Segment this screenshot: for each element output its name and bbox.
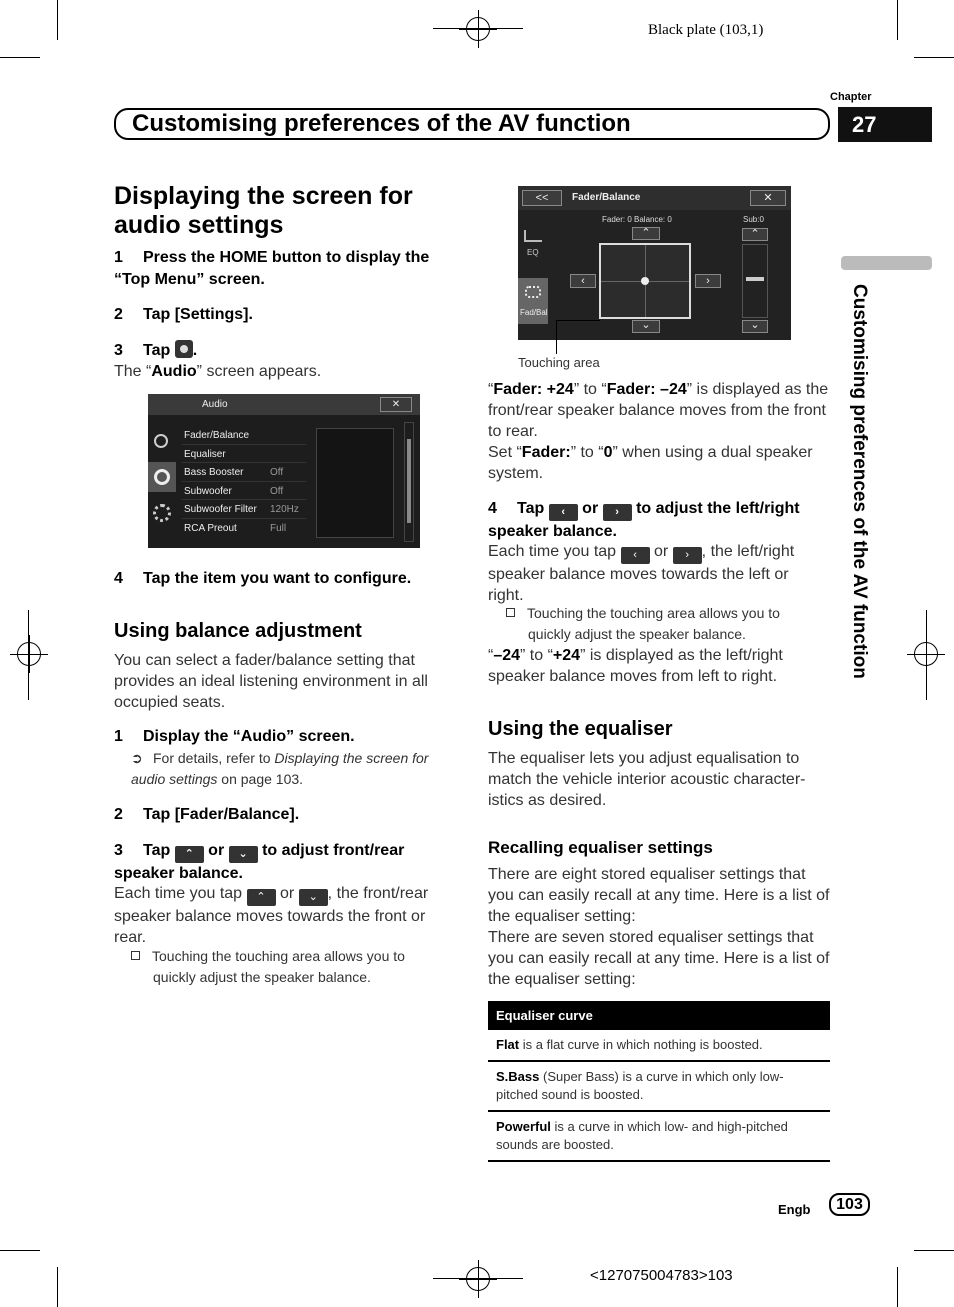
balance-step-1-note <box>131 748 456 790</box>
close-icon: ✕ <box>380 397 412 412</box>
curve-desc: is a curve in which low- and high-pitched sounds are boosted. <box>496 1119 788 1152</box>
crop-mark <box>926 610 927 700</box>
crop-mark <box>57 1267 58 1307</box>
fad-bal-tab-label: Fad/Bal <box>520 308 548 317</box>
text-run: ” when using a dual speaker system. <box>488 444 813 482</box>
text-run: “ <box>488 647 494 664</box>
back-button[interactable]: << <box>522 190 562 206</box>
note-text: Touching the touching area allows you to quickly adjust the speaker balance. <box>152 948 405 985</box>
balance-step-2 <box>114 804 299 826</box>
menu-item-value: Full <box>270 522 287 534</box>
audio-screen-title: Audio <box>202 399 228 410</box>
text-run-bold: 0 <box>603 444 613 461</box>
step-number: 1 <box>114 728 123 745</box>
up-arrow-icon: ⌃ <box>247 889 276 906</box>
step-text: Tap [Fader/Balance]. <box>143 806 300 823</box>
menu-item-label: Subwoofer Filter <box>184 504 257 515</box>
menu-item-subwoofer-filter[interactable] <box>182 500 306 519</box>
text-run: Tap <box>517 500 545 517</box>
chapter-number: 27 <box>838 107 932 142</box>
text-run-bold: Audio <box>151 363 197 380</box>
step-end: . <box>192 342 198 359</box>
audio-scrollbar[interactable] <box>404 422 414 542</box>
crop-mark <box>0 1250 40 1251</box>
table-header: Equaliser curve <box>488 1001 830 1030</box>
page-number: 103 <box>829 1193 870 1216</box>
close-button[interactable]: ✕ <box>750 190 786 206</box>
sub-up-button[interactable]: ⌃ <box>742 228 768 241</box>
menu-item-fader-balance[interactable] <box>182 426 306 445</box>
crop-mark <box>897 0 898 40</box>
text-run: ” to “ <box>573 381 607 398</box>
step-text: Press the HOME button to display the “Top Menu” screen. <box>114 249 430 288</box>
balance-step-1 <box>114 726 355 748</box>
registration-mark <box>466 1267 490 1291</box>
text-run: or <box>208 842 225 859</box>
crop-mark <box>914 57 954 58</box>
audio-screen-titlebar <box>148 394 420 415</box>
text-run: on page 103. <box>217 771 304 787</box>
left-arrow-icon: ‹ <box>621 547 650 564</box>
fader-screen-image <box>518 186 791 340</box>
side-tab-bar <box>841 256 932 270</box>
text-run: , the front/rear speaker balance moves towards the front or rear. <box>114 885 429 946</box>
step-text: Display the “Audio” screen. <box>143 728 355 745</box>
side-tab-title: Customising preferences of the AV function <box>849 284 870 679</box>
audio-step-4 <box>114 568 411 590</box>
curve-name: Flat <box>496 1037 520 1052</box>
sub-readout: Sub:0 <box>743 215 764 224</box>
table-cell <box>488 1030 830 1061</box>
crop-mark <box>28 610 29 700</box>
callout-line <box>556 320 557 354</box>
chapter-title-bar <box>114 108 830 140</box>
sub-level-slider[interactable] <box>742 244 768 318</box>
recall-para-2: There are seven stored equaliser settings that you can easily recall at any time. Here is a list of the equaliser setting: <box>488 929 830 988</box>
menu-item-label: RCA Preout <box>184 522 237 534</box>
crop-mark <box>0 57 40 58</box>
fader-up-button[interactable]: ⌃ <box>632 227 660 240</box>
balance-step-3-note <box>131 946 451 988</box>
text-run: ” to “ <box>570 444 604 461</box>
balance-left-button[interactable]: ‹ <box>570 274 596 288</box>
curve-desc: (Super Bass) is a curve in which only low-pitched sound is boosted. <box>496 1069 784 1102</box>
text-run: ” screen appears. <box>196 363 322 380</box>
callout-line <box>556 320 600 321</box>
text-run: Each time you tap <box>114 885 243 902</box>
audio-screen-image <box>148 394 420 548</box>
table-row <box>488 1061 830 1111</box>
text-run: Each time you tap <box>488 543 617 560</box>
fad-bal-tab[interactable] <box>518 278 548 324</box>
table-row <box>488 1030 830 1061</box>
equaliser-intro: The equaliser lets you adjust equalisation to match the vehicle interior acoustic character-istics as desired. <box>488 750 806 809</box>
audio-section-heading: Displaying the screen for audio settings <box>114 182 413 239</box>
menu-item-label: Subwoofer <box>184 485 232 497</box>
balance-step-4-note <box>506 603 826 645</box>
curve-name: S.Bass <box>496 1069 540 1084</box>
up-arrow-icon: ⌃ <box>175 846 204 863</box>
right-arrow-icon: › <box>673 547 702 564</box>
fader-para-1 <box>488 379 833 442</box>
settings-icon <box>175 340 193 358</box>
table-cell <box>488 1111 830 1161</box>
right-arrow-icon: › <box>603 504 632 521</box>
recall-para-1: There are eight stored equaliser settings that you can easily recall at any time. Here is a list of the equaliser setting: <box>488 866 830 925</box>
eq-tab-label: EQ <box>527 248 539 257</box>
chapter-title: Customising preferences of the AV function <box>132 110 631 137</box>
crop-mark <box>897 1267 898 1307</box>
text-run: or <box>279 885 295 902</box>
curve-desc: is a flat curve in which nothing is boosted. <box>519 1037 763 1052</box>
text-run: or <box>653 543 669 560</box>
fader-screen-title: Fader/Balance <box>572 192 641 203</box>
text-run-bold: –24 <box>493 647 521 664</box>
balance-right-button[interactable]: › <box>695 274 721 288</box>
text-run: ” to “ <box>520 647 553 664</box>
equaliser-curve-table <box>488 1001 830 1162</box>
step-number: 1 <box>114 249 123 266</box>
system-gear-icon <box>153 504 171 522</box>
down-arrow-icon: ⌄ <box>299 889 328 906</box>
text-run: to adjust front/rear speaker balance. <box>114 842 405 882</box>
crop-mark <box>57 0 58 40</box>
balance-intro: You can select a fader/balance setting that provides an ideal listening environment in all occupied seats. <box>114 652 428 711</box>
speaker-icon <box>525 286 541 298</box>
text-run: ” is displayed as the left/right speaker balance moves from left to right. <box>488 647 783 685</box>
menu-item-value: Off <box>270 467 284 478</box>
audio-tab-icon <box>148 462 176 492</box>
step-text: Tap the item you want to configure. <box>143 570 412 587</box>
text-run: Tap <box>143 842 171 859</box>
menu-item-value: 120Hz <box>270 504 299 515</box>
text-run-bold: Fader: +24 <box>493 381 574 398</box>
page-link[interactable]: Displaying the screen for audio settings <box>131 750 429 787</box>
down-arrow-icon: ⌄ <box>229 846 258 863</box>
text-run: or <box>582 500 599 517</box>
registration-mark <box>466 17 490 41</box>
plate-label: Black plate (103,1) <box>648 22 764 38</box>
step-number: 3 <box>114 342 123 359</box>
language-label: Engb <box>778 1202 811 1217</box>
menu-item-label: Bass Booster <box>184 467 244 478</box>
text-run: , the left/right speaker balance moves towards the left or right. <box>488 543 795 604</box>
table-row <box>488 1111 830 1161</box>
arrow-icon: ➲ <box>131 750 143 766</box>
equaliser-section-heading: Using the equaliser <box>488 718 673 740</box>
fader-screen-titlebar <box>518 186 791 210</box>
menu-item-label: Equaliser <box>184 448 226 460</box>
audio-step-3 <box>114 340 197 362</box>
fader-down-button[interactable]: ⌄ <box>632 320 660 333</box>
balance-step-4-body <box>488 541 828 606</box>
balance-position-dot <box>641 277 649 285</box>
bullet-box-icon <box>131 951 140 960</box>
recall-heading: Recalling equaliser settings <box>488 838 713 857</box>
text-run: The “ <box>114 363 152 380</box>
touching-area[interactable] <box>599 243 691 319</box>
step-number: 4 <box>114 570 123 587</box>
step-number: 4 <box>488 500 497 517</box>
menu-item-subwoofer[interactable] <box>182 482 306 501</box>
menu-item-value: Off <box>270 485 284 497</box>
text-run: to adjust the left/right speaker balance. <box>488 500 800 540</box>
sub-down-button[interactable]: ⌄ <box>742 320 768 333</box>
text-run-bold: Fader: <box>521 444 571 461</box>
registration-mark <box>17 642 41 666</box>
left-arrow-icon: ‹ <box>549 504 578 521</box>
fader-para-2 <box>488 442 833 484</box>
text-run-bold: Fader: –24 <box>606 381 687 398</box>
text-run: “ <box>488 381 494 398</box>
audio-step-3-result <box>114 361 321 382</box>
crop-mark <box>914 1250 954 1251</box>
menu-item-equaliser[interactable] <box>182 445 306 464</box>
bluetooth-icon <box>154 434 168 448</box>
curve-name: Powerful <box>496 1119 551 1134</box>
bullet-box-icon <box>506 608 515 617</box>
text-run: Set “ <box>488 444 522 461</box>
text-run-bold: +24 <box>552 647 581 664</box>
menu-item-rca-preout[interactable] <box>182 519 306 538</box>
eq-tab[interactable] <box>518 224 548 264</box>
step-number: 2 <box>114 306 123 323</box>
step-text: Tap [Settings]. <box>143 306 253 323</box>
text-run: ” is displayed as the front/rear speaker balance moves from the front to rear. <box>488 381 829 440</box>
audio-step-2 <box>114 304 253 326</box>
step-number: 2 <box>114 806 123 823</box>
audio-preview-panel <box>316 428 394 538</box>
touching-area-caption: Touching area <box>518 355 600 370</box>
note-text: Touching the touching area allows you to quickly adjust the speaker balance. <box>527 605 780 642</box>
balance-step-3 <box>114 840 454 885</box>
balance-step-4 <box>488 498 833 543</box>
menu-item-bass-booster[interactable] <box>182 463 306 482</box>
step-number: 3 <box>114 842 123 859</box>
balance-para-3 <box>488 645 833 687</box>
audio-step-1 <box>114 247 454 291</box>
text-run: For details, refer to <box>153 750 275 766</box>
audio-menu-list <box>182 426 306 537</box>
footer-code: <127075004783>103 <box>590 1267 733 1284</box>
fader-readout: Fader: 0 Balance: 0 <box>602 215 672 224</box>
chapter-label: Chapter <box>830 91 872 103</box>
balance-section-heading: Using balance adjustment <box>114 620 362 642</box>
table-cell <box>488 1061 830 1111</box>
menu-item-label: Fader/Balance <box>184 430 250 441</box>
balance-step-3-body <box>114 883 454 948</box>
step-text: Tap <box>143 342 171 359</box>
